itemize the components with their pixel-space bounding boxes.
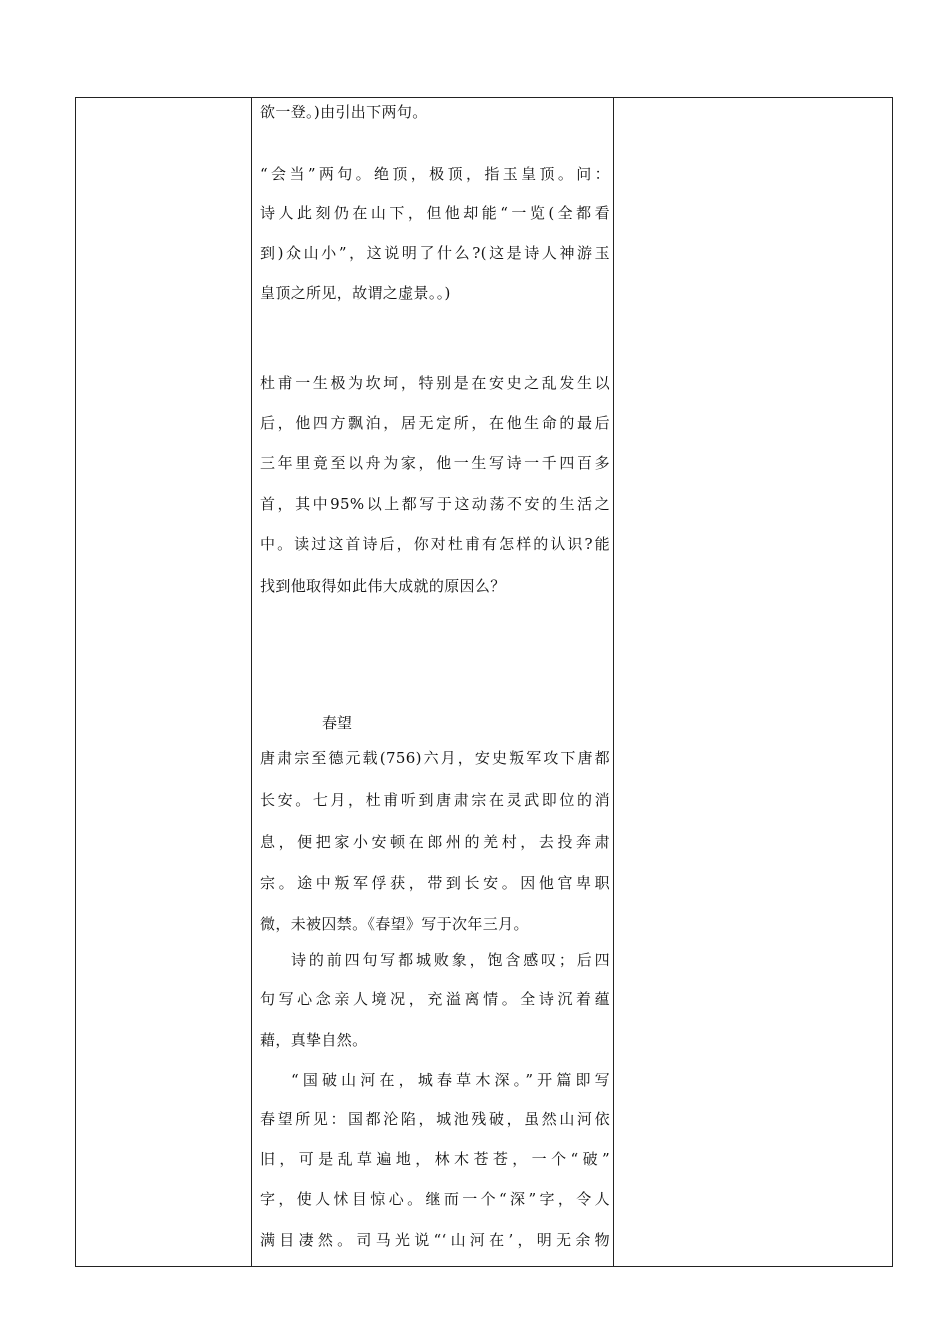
column-divider-left	[251, 98, 252, 1266]
text-line: 长安。七月，杜甫听到唐肃宗在灵武即位的消	[260, 791, 610, 809]
text-line: 句写心念亲人境况，充溢离情。全诗沉着蕴	[260, 990, 610, 1008]
column-divider-right	[613, 98, 614, 1266]
text-line: 皇顶之所见，故谓之虚景。。)	[260, 284, 451, 302]
text-line: 后，他四方飘泊，居无定所，在他生命的最后	[260, 414, 610, 432]
text-line: 三年里竟至以舟为家，他一生写诗一千四百多	[260, 454, 610, 472]
text-line: 杜甫一生极为坎坷，特别是在安史之乱发生以	[260, 374, 610, 392]
text-line: 中。读过这首诗后，你对杜甫有怎样的认识?能	[260, 535, 610, 553]
text-line: 诗人此刻仍在山下，但他却能“一览(全都看	[260, 204, 610, 222]
text-line: 字，使人怵目惊心。继而一个“深”字，令人	[260, 1190, 610, 1208]
poem-title: 春望	[322, 714, 353, 732]
text-line: 宗。途中叛军俘获，带到长安。因他官卑职	[260, 874, 610, 892]
text-line: 唐肃宗至德元载(756)六月，安史叛军攻下唐都	[260, 749, 610, 767]
text-line: 春望所见：国都沦陷，城池残破，虽然山河依	[260, 1110, 610, 1128]
text-line: 藉，真挚自然。	[260, 1031, 368, 1049]
text-line: 到)众山小”，这说明了什么?(这是诗人神游玉	[260, 244, 610, 262]
text-line: 诗的前四句写都城败象，饱含感叹；后四	[291, 951, 610, 969]
text-line: 旧，可是乱草遍地，林木苍苍，一个“破”	[260, 1150, 610, 1168]
text-line: 满目凄然。司马光说“‘山河在’，明无余物	[260, 1231, 610, 1249]
lesson-table	[75, 97, 893, 1267]
text-line: 欲一登。)由引出下两句。	[260, 103, 428, 121]
text-line: “会当”两句。绝顶，极顶，指玉皇顶。问：	[260, 165, 610, 183]
text-line: 息，便把家小安顿在郎州的羌村，去投奔肃	[260, 833, 610, 851]
text-line: 找到他取得如此伟大成就的原因么？	[260, 577, 506, 595]
text-line: “国破山河在，城春草木深。”开篇即写	[291, 1071, 610, 1089]
text-line: 首，其中95%以上都写于这动荡不安的生活之	[260, 495, 610, 513]
text-line: 微，未被囚禁。《春望》写于次年三月。	[260, 915, 529, 933]
